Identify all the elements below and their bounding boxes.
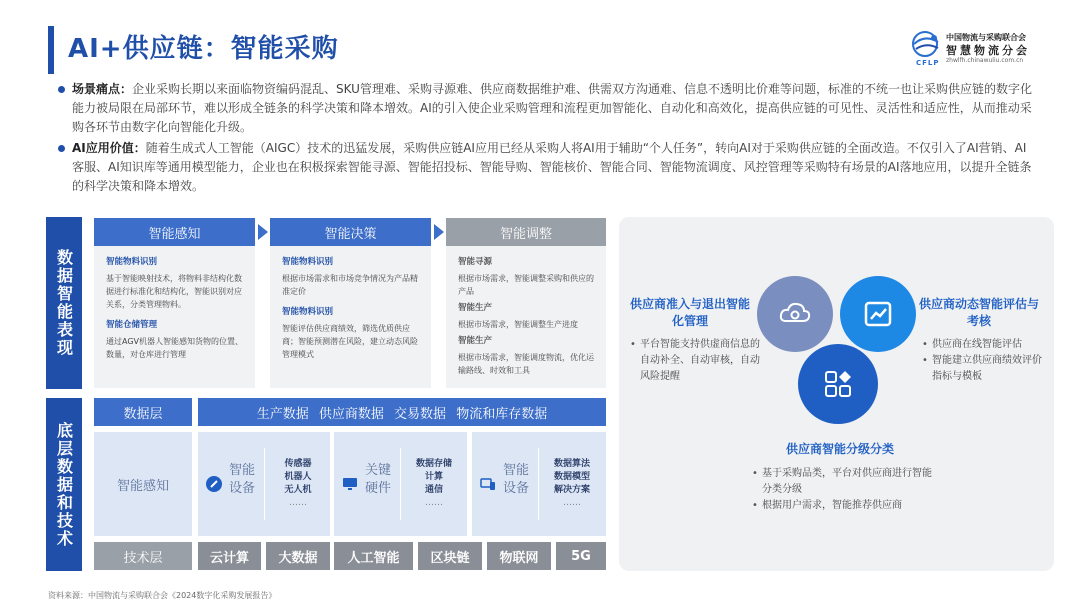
bullet-pain-points [58,80,1033,137]
heading-supplier-grading: 供应商智能分级分类 [785,442,894,456]
wrench-icon [206,476,222,492]
list-item: • 智能建立供应商绩效评价指标与模板 [920,353,1048,385]
tile-item: 解决方案 [553,485,590,495]
tile-list [542,458,602,510]
bullet-dot [58,86,65,93]
bullet-lead: 场景痛点： [72,82,133,96]
tech-item: 大数据 [266,542,330,570]
column-subtitle: 智能生产 [458,336,493,346]
list-item: • 根据用户需求，智能推荐供应商 [750,498,940,514]
grid-category-icon [823,369,853,399]
tile-item: 机器人 [284,472,312,482]
page-title: AI+供应链：智能采购 [68,34,339,64]
heading-supplier-evaluation: 供应商动态智能评估与考核 [918,297,1039,328]
label-data-intelligence: 数据智能表现 [46,217,82,389]
tile-name: 智能设备 [502,463,529,496]
tile-item-more: …… [563,498,581,508]
bullet-text: 随着生成式人工智能（AIGC）技术的迅猛发展，采购供应链AI应用已经从采购人将AI用于辅助“个人任务”，转向AI对于采购供应链的全面改造。不仅引入了AI营销、AI客服、AI知识库等通用模型能力，企业也在积极探索智能寻源、智能招投标、智能导购、智能核价、智能合同、智能物流调度、风控管理等采购特有场景的AI落地应用，以提升全链条的科学决策和降本增效。 [72,141,1032,193]
column-body-decision [270,246,431,388]
tile-item: 数据算法 [553,459,590,469]
logo-org-name: 中国物流与采购联合会 [946,33,1026,42]
tech-item: 物联网 [487,542,551,570]
column-text: 基于智能映射技术，将物料非结构化数据进行标准化和结构化，智能识别对应关系，分类管理物料。 [106,274,242,309]
tile-item: 传感器 [284,459,312,469]
bullet-text: 企业采购长期以来面临物资编码混乱、SKU管理难、采购寻源难、供应商数据维护难、供需双方沟通难、信息不透明比价难等问题，标准的不统一也让采购供应链的数字化能力被局限在局部环节，难以形成全链条的科学决策和降本增效。AI的引入使企业采购管理和流程更加智能化、自动化和高效化，提高供应链的可见性、灵活性和适应性，从而推动采购各环节由数字化向智能化升级。 [72,82,1032,134]
line-chart-icon [863,299,893,329]
column-text: 根据市场需求和市场竞争情况为产品精准定价 [282,274,418,296]
tile-divider [400,448,401,520]
cloud-settings-circle [757,276,833,352]
tile-item-more: …… [425,498,443,508]
intro-bullets [58,80,1033,198]
column-subtitle: 智能物料识别 [282,307,334,317]
arrow-right-icon [434,224,444,240]
column-subtitle: 智能生产 [458,303,493,313]
devices-icon [480,476,496,492]
column-head-perception: 智能感知 [94,218,255,246]
tech-item: 人工智能 [334,542,413,570]
data-layer-items: 生产数据 供应商数据 交易数据 物流和库存数据 [198,398,606,426]
column-subtitle: 智能物料识别 [282,257,334,267]
list-item: • 平台智能支持供虚商信息的自动补全、自动审核，自动风险提醒 [628,337,760,385]
column-subtitle: 智能仓储管理 [106,320,158,330]
tile-name: 智能设备 [228,463,255,496]
list-supplier-grading [750,466,940,514]
label-underlying-tech: 底层数据和技术 [46,398,82,571]
heading-supplier-admission: 供应商准入与退出智能化管理 [630,297,751,328]
list-supplier-evaluation [920,337,1048,385]
column-body-perception [94,246,255,388]
bullet-lead: AI应用价值： [72,141,146,155]
tile-item: 通信 [424,485,443,495]
category-circle [798,344,878,424]
bullet-ai-value [58,139,1033,196]
arrow-right-icon [258,224,268,240]
list-supplier-admission [628,337,760,385]
tile-item: 数据存储 [415,459,452,469]
list-item: • 供应商在线智能评估 [920,337,1048,353]
tech-item: 云计算 [198,542,261,570]
data-layer-label: 数据层 [94,398,192,426]
column-body-adjustment [446,246,606,388]
logo-url: zhwlfh.chinawuliu.com.cn [946,57,1024,64]
source-note: 资料来源：中国物流与采购联合会《2024数字化采购发展报告》 [48,591,277,600]
list-item: • 基于采购品类，平台对供应商进行智能分类分级 [750,466,940,498]
logo-branch-name: 智慧物流分会 [946,44,1030,57]
tile-item: 数据模型 [553,472,590,482]
column-head-decision: 智能决策 [270,218,431,246]
column-subtitle: 智能寻源 [458,257,493,267]
title-accent-bar [48,26,54,74]
tech-item: 区块链 [418,542,482,570]
column-head-adjustment: 智能调整 [446,218,606,246]
chart-circle [840,276,916,352]
tile-smart-devices [198,432,330,536]
column-text: 通过AGV机器人智能感知货物的位置、数量，对仓库进行管理 [106,337,244,359]
cloud-gear-icon [778,299,812,329]
tech-item: 5G [556,542,606,570]
tile-key-hardware [334,432,467,536]
logo-cflp: CFLP [916,59,940,67]
tile-list [404,458,464,510]
column-text: 根据市场需求，智能调度物流，优化运输路线、时效和工具 [458,353,594,375]
tile-divider [264,448,265,520]
tech-layer-label: 技术层 [94,542,192,570]
column-subtitle: 智能物料识别 [106,257,158,267]
tile-list [268,458,328,510]
tile-item-more: …… [289,498,307,508]
column-text: 根据市场需求，智能调整采购和供应的产品 [458,274,594,296]
column-text: 智能评估供应商绩效，筛选优质供应商；智能预测潜在风险，建立动态风险管理模式 [282,324,418,359]
column-text: 根据市场需求，智能调整生产进度 [458,320,578,329]
tile-name: 关键硬件 [364,463,391,496]
tile-item: 计算 [424,472,443,482]
brand-logo [910,30,1040,70]
globe-logo-icon [910,30,944,60]
monitor-icon [342,476,358,492]
tile-item: 无人机 [284,485,312,495]
tile-ai-perception: 智能感知 [94,432,192,536]
tile-smart-devices-2 [472,432,606,536]
bullet-dot [58,145,65,152]
tile-divider [538,448,539,520]
